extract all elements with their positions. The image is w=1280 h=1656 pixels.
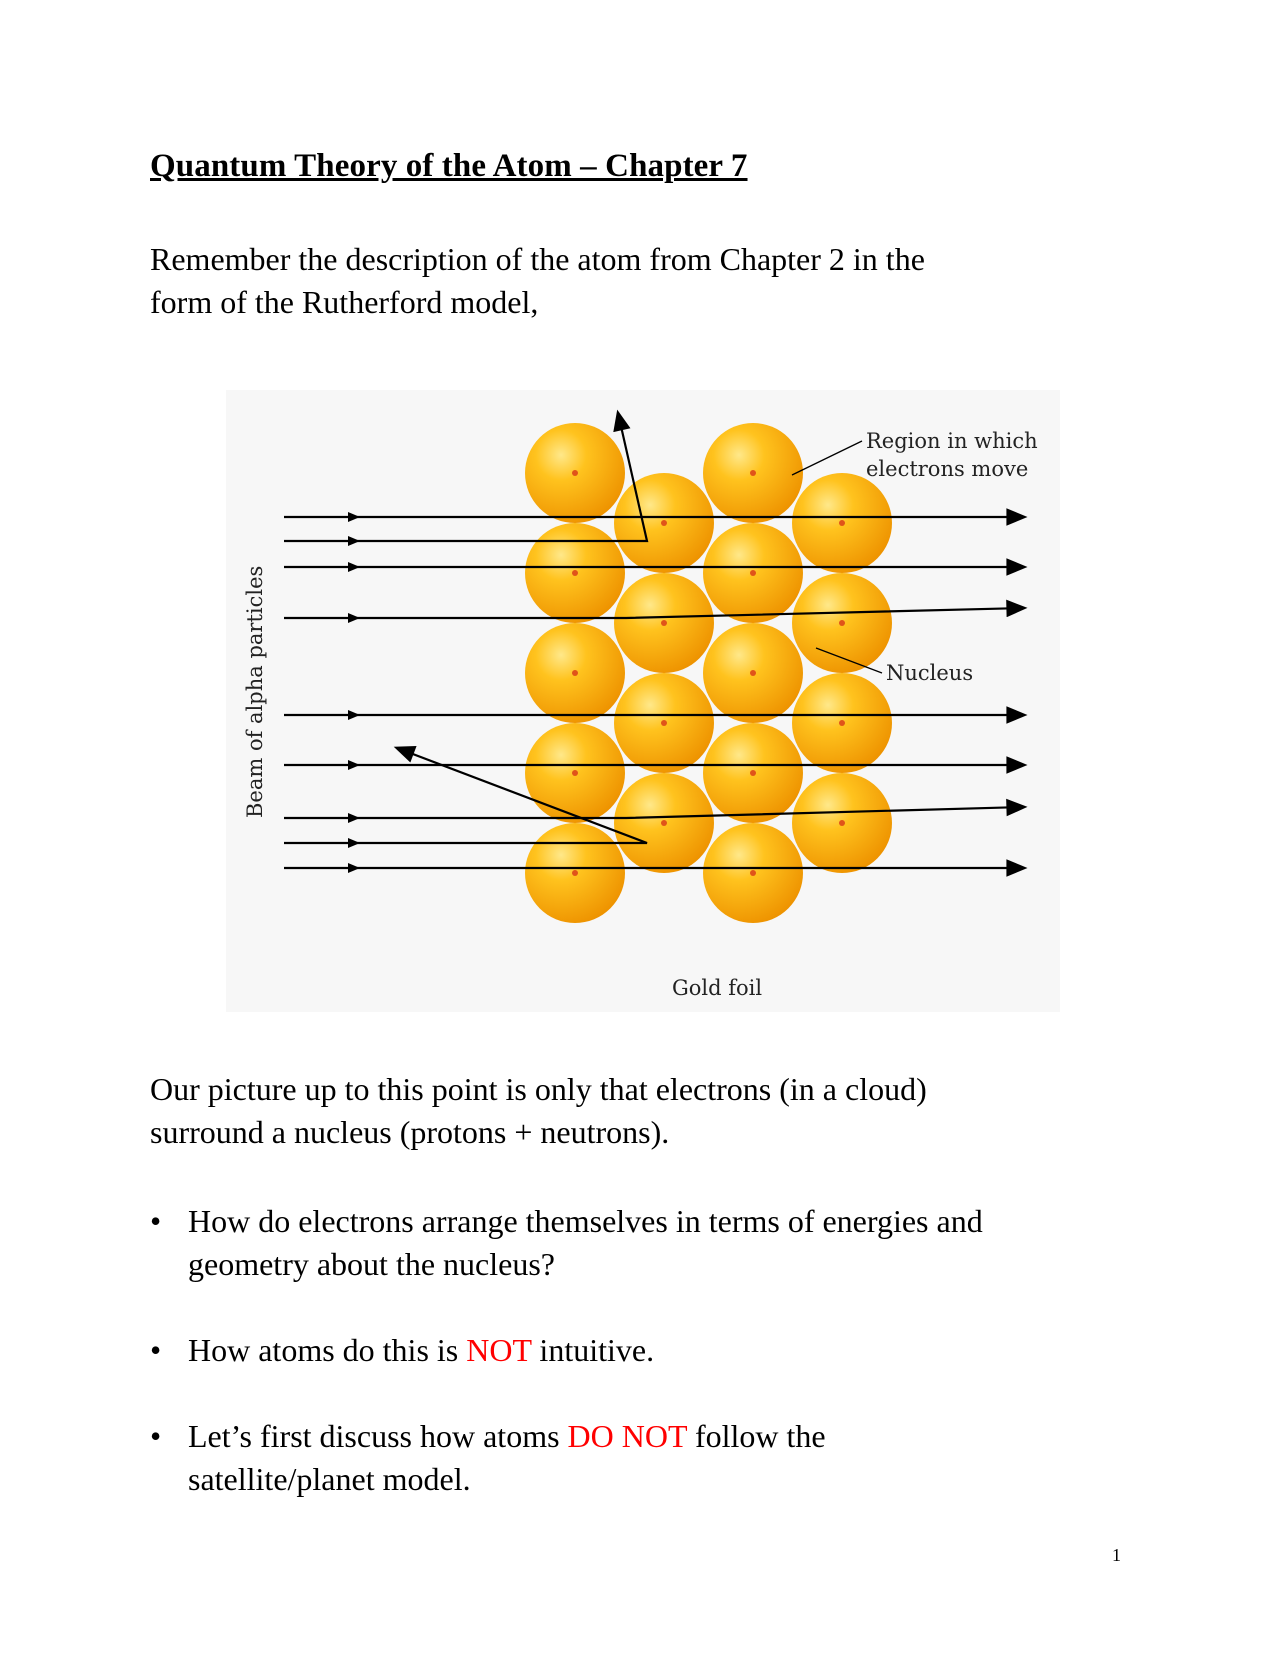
bullet-marker: • [150, 1203, 162, 1239]
nucleus-dot [839, 820, 845, 826]
label-region-line-1: Region in which [866, 429, 1038, 453]
nucleus-dot [661, 720, 667, 726]
intro-paragraph [150, 238, 1150, 324]
nucleus-dot [839, 720, 845, 726]
nucleus-dot [661, 520, 667, 526]
bullet-3-text-end: follow the [686, 1418, 826, 1454]
cloud-line-2: surround a nucleus (protons + neutrons). [150, 1114, 670, 1150]
nucleus-dot [750, 570, 756, 576]
nucleus-dot [572, 570, 578, 576]
label-gold-foil: Gold foil [672, 976, 763, 1000]
nucleus-dot [661, 820, 667, 826]
bullet-1-line-1: How do electrons arrange themselves in terms of energies and [188, 1203, 983, 1239]
cloud-paragraph [150, 1068, 1150, 1154]
bullet-item-1 [150, 1200, 1150, 1286]
nucleus-dot [750, 870, 756, 876]
nucleus-dot [572, 870, 578, 876]
label-beam: Beam of alpha particles [243, 565, 267, 818]
bullet-1-line-2: geometry about the nucleus? [188, 1246, 555, 1282]
question-list [150, 1200, 1150, 1501]
intro-line-1: Remember the description of the atom from Chapter 2 in the [150, 241, 925, 277]
nucleus-dot [839, 520, 845, 526]
bullet-marker: • [150, 1332, 162, 1368]
cloud-line-1: Our picture up to this point is only that electrons (in a cloud) [150, 1071, 927, 1107]
intro-line-2: form of the Rutherford model, [150, 284, 539, 320]
bullet-item-2 [150, 1329, 1150, 1372]
bullet-2-text: How atoms do this is [188, 1332, 467, 1368]
page-number: 1 [1112, 1545, 1121, 1565]
bullet-2-text-end: intuitive. [531, 1332, 655, 1368]
nucleus-dot [572, 470, 578, 476]
nucleus-dot [661, 620, 667, 626]
nucleus-dot [572, 770, 578, 776]
bullet-3-text: Let’s first discuss how atoms [188, 1418, 568, 1454]
label-nucleus: Nucleus [886, 661, 974, 685]
nucleus-dot [750, 770, 756, 776]
rutherford-gold-foil-figure [226, 390, 1060, 1012]
bullet-3-emphasis: DO NOT [567, 1418, 687, 1454]
label-region-line-2: electrons move [866, 457, 1029, 481]
bullet-marker: • [150, 1418, 162, 1454]
page-title: Quantum Theory of the Atom – Chapter 7 [150, 148, 748, 184]
bullet-2-emphasis: NOT [466, 1332, 532, 1368]
nucleus-dot [839, 620, 845, 626]
nucleus-dot [572, 670, 578, 676]
bullet-item-3 [150, 1415, 1150, 1501]
bullet-3-line-2: satellite/planet model. [188, 1461, 471, 1497]
nucleus-dot [750, 470, 756, 476]
nucleus-dot [750, 670, 756, 676]
